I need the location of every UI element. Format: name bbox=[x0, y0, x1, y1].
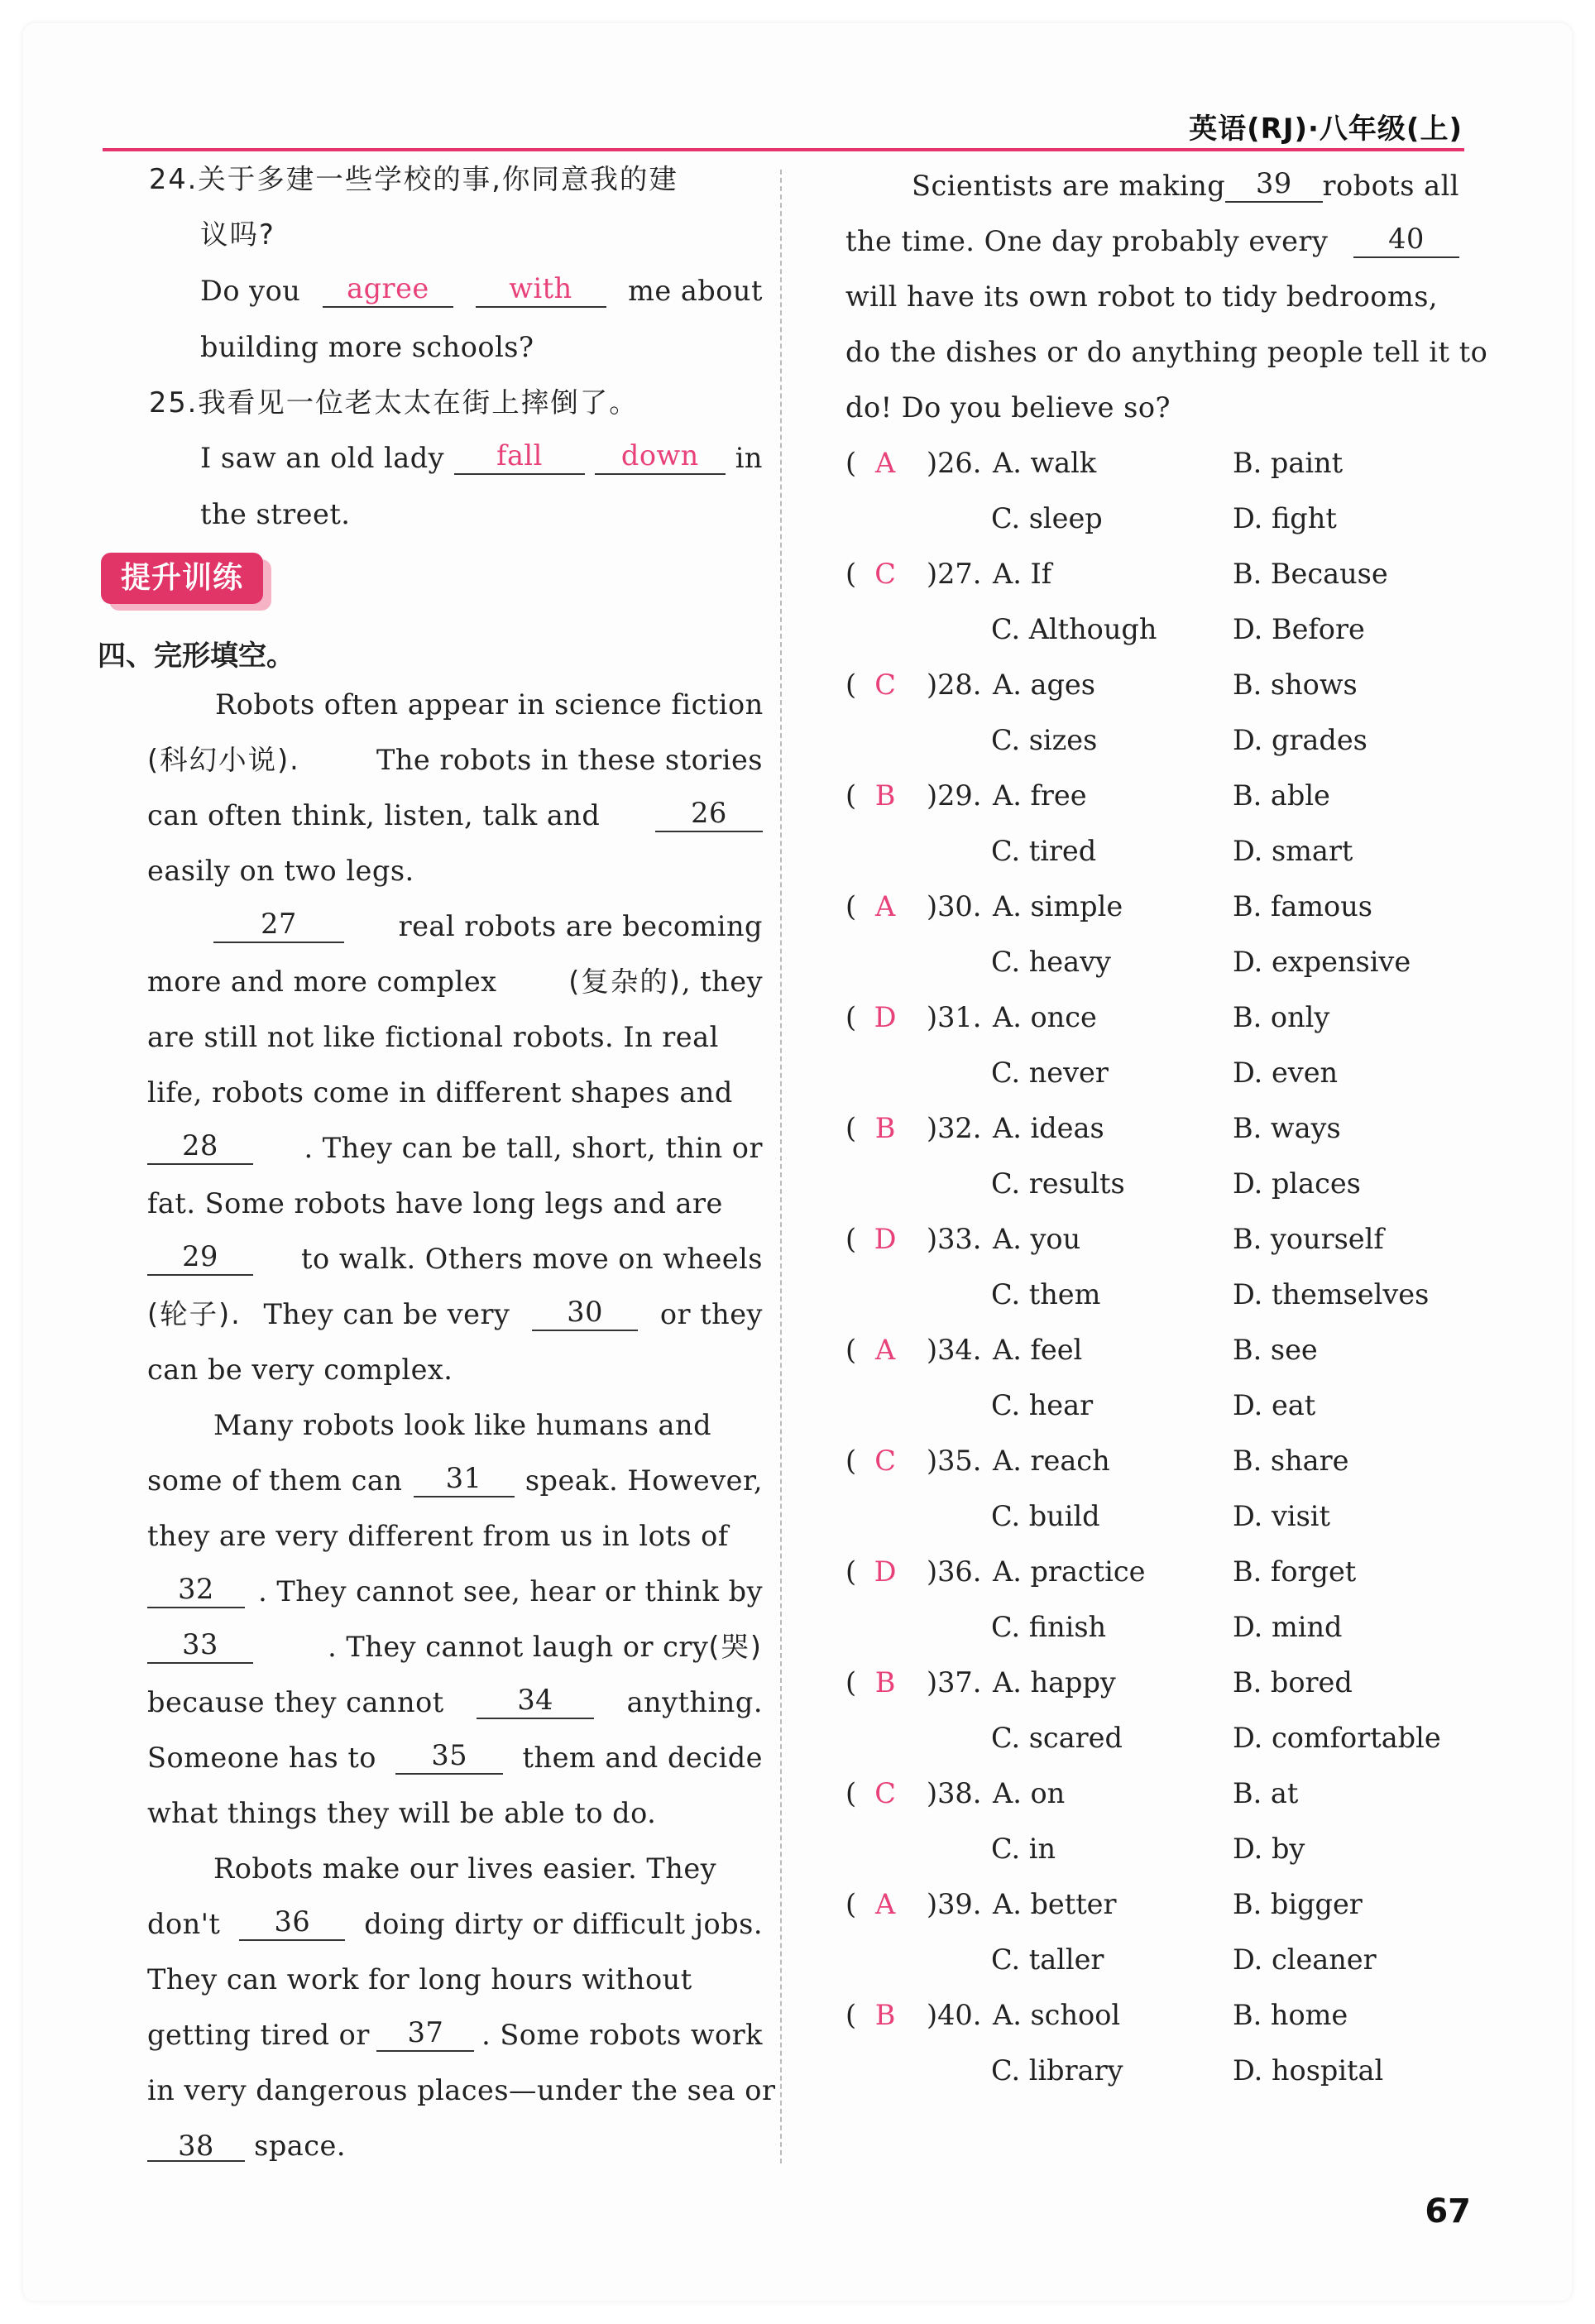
answer-paren bbox=[845, 1555, 927, 1588]
passage-line bbox=[147, 1240, 763, 1276]
q25-en-line2: the street. bbox=[200, 498, 351, 530]
passage-line bbox=[147, 1520, 763, 1553]
passage-line bbox=[147, 1686, 763, 1719]
question-number: )40. bbox=[927, 1999, 982, 2031]
q24-en-line2: building more schools? bbox=[200, 331, 534, 363]
open-paren: ( bbox=[845, 1999, 857, 2031]
option-a: A. happy bbox=[993, 1666, 1116, 1699]
question-number: )36. bbox=[927, 1555, 982, 1588]
blank-37: 37 bbox=[376, 2019, 474, 2052]
passage-line bbox=[147, 2130, 346, 2163]
open-paren: ( bbox=[845, 1888, 857, 1920]
question-row bbox=[845, 1555, 981, 1588]
blank-28: 28 bbox=[147, 1132, 253, 1165]
q24-blank2: with bbox=[476, 275, 606, 308]
option-b: B. yourself bbox=[1233, 1223, 1384, 1255]
q25-en-pre: I saw an old lady bbox=[200, 442, 445, 474]
section-heading: 四、完形填空。 bbox=[98, 640, 295, 673]
option-c: C. taller bbox=[991, 1943, 1104, 1976]
passage-line bbox=[147, 799, 763, 832]
answer-paren bbox=[845, 1445, 927, 1478]
blank-40: 40 bbox=[1353, 225, 1459, 258]
passage-text: can often think, listen, talk and bbox=[147, 799, 601, 831]
passage-line bbox=[213, 1852, 763, 1886]
option-c: C. heavy bbox=[991, 946, 1111, 978]
passage-cn-gloss: (轮子). bbox=[147, 1298, 242, 1330]
question-row bbox=[845, 890, 981, 923]
option-b: B. share bbox=[1233, 1445, 1349, 1477]
answer-letter: C bbox=[874, 1777, 896, 1809]
answer-paren bbox=[845, 1888, 927, 1921]
passage-text: the time. One day probably every bbox=[845, 225, 1329, 257]
answer-letter: C bbox=[874, 668, 896, 701]
answer-letter: B bbox=[874, 779, 896, 812]
option-d: D. mind bbox=[1233, 1611, 1343, 1643]
passage-text: are still not like fictional robots. In real bbox=[147, 1021, 719, 1053]
passage-text: fat. Some robots have long legs and are bbox=[147, 1187, 723, 1220]
passage-line bbox=[845, 225, 1459, 258]
question-row bbox=[845, 1445, 981, 1478]
option-a: A. If bbox=[993, 558, 1052, 590]
option-d: D. by bbox=[1233, 1833, 1305, 1865]
option-b: B. paint bbox=[1233, 447, 1344, 479]
question-number: )38. bbox=[927, 1777, 982, 1809]
answer-paren bbox=[845, 668, 927, 702]
option-d: D. visit bbox=[1233, 1500, 1330, 1532]
passage-line bbox=[147, 744, 763, 777]
passage-line bbox=[912, 167, 1459, 203]
question-number: )31. bbox=[927, 1001, 982, 1033]
question-number: )26. bbox=[927, 447, 982, 479]
option-d: D. cleaner bbox=[1233, 1943, 1377, 1976]
passage-text: anything. bbox=[626, 1686, 763, 1718]
q24-cn-line2: 议吗? bbox=[200, 218, 275, 251]
option-d: D. hospital bbox=[1233, 2054, 1384, 2087]
passage-line bbox=[147, 1021, 763, 1054]
q24-en-line1 bbox=[200, 272, 763, 308]
open-paren: ( bbox=[845, 779, 857, 812]
open-paren: ( bbox=[845, 1666, 857, 1699]
open-paren: ( bbox=[845, 1001, 857, 1033]
passage-text: . They cannot see, hear or think by bbox=[258, 1575, 763, 1608]
answer-letter: A bbox=[874, 1888, 896, 1920]
passage-text: . Some robots work bbox=[481, 2019, 763, 2051]
option-a: A. ideas bbox=[993, 1112, 1104, 1144]
option-b: B. at bbox=[1233, 1777, 1299, 1809]
answer-letter: B bbox=[874, 1112, 896, 1144]
answer-letter: C bbox=[874, 1445, 896, 1477]
blank-35: 35 bbox=[395, 1742, 503, 1775]
blank-32: 32 bbox=[147, 1575, 245, 1608]
option-b: B. able bbox=[1233, 779, 1330, 812]
open-paren: ( bbox=[845, 668, 857, 701]
passage-line: do! Do you believe so? bbox=[845, 391, 1171, 424]
q25-en-post: in bbox=[735, 442, 763, 474]
passage-text: don't bbox=[147, 1908, 221, 1940]
passage-cn-gloss: (科幻小说). bbox=[147, 744, 300, 776]
option-b: B. bored bbox=[1233, 1666, 1353, 1699]
option-b: B. famous bbox=[1233, 890, 1372, 922]
question-row bbox=[845, 558, 981, 591]
passage-text: them and decide bbox=[522, 1742, 763, 1774]
question-row bbox=[845, 1223, 981, 1256]
option-a: A. you bbox=[993, 1223, 1081, 1255]
passage-text: They can work for long hours without bbox=[147, 1963, 692, 1996]
passage-text: . They cannot laugh or cry bbox=[328, 1631, 709, 1663]
option-b: B. forget bbox=[1233, 1555, 1357, 1588]
section-badge: 提升训练 bbox=[101, 553, 263, 604]
answer-paren bbox=[845, 890, 927, 923]
option-d: D. places bbox=[1233, 1167, 1361, 1200]
q24-cn-line1 bbox=[149, 163, 678, 196]
passage-text: getting tired or bbox=[147, 2019, 370, 2051]
passage-text: to walk. Others move on wheels bbox=[301, 1243, 763, 1275]
question-row bbox=[845, 668, 981, 702]
blank-39: 39 bbox=[1225, 170, 1322, 203]
answer-paren bbox=[845, 558, 927, 591]
option-c: C. sizes bbox=[991, 724, 1098, 756]
passage-line bbox=[147, 1187, 763, 1220]
passage-text: more and more complex bbox=[147, 966, 497, 998]
option-c: C. sleep bbox=[991, 502, 1103, 534]
question-number: )35. bbox=[927, 1445, 982, 1477]
blank-30: 30 bbox=[532, 1298, 638, 1331]
option-c: C. never bbox=[991, 1057, 1109, 1089]
answer-paren bbox=[845, 1777, 927, 1810]
open-paren: ( bbox=[845, 1223, 857, 1255]
passage-text: life, robots come in different shapes and bbox=[147, 1076, 733, 1109]
answer-paren bbox=[845, 1112, 927, 1145]
option-a: A. free bbox=[993, 779, 1087, 812]
passage-cn-gloss: (复杂的) bbox=[568, 966, 682, 998]
passage-line bbox=[147, 1739, 763, 1775]
blank-33: 33 bbox=[147, 1631, 253, 1664]
page-number: 67 bbox=[1425, 2192, 1471, 2231]
q25-blank2: down bbox=[595, 442, 726, 475]
option-a: A. ages bbox=[993, 668, 1095, 701]
blank-29: 29 bbox=[147, 1243, 253, 1276]
question-row bbox=[845, 779, 981, 812]
option-c: C. tired bbox=[991, 835, 1097, 867]
answer-letter: B bbox=[874, 1999, 896, 2031]
passage-line bbox=[147, 1076, 763, 1109]
passage-text: Many robots look like humans and bbox=[213, 1409, 712, 1441]
q24-en-post: me about bbox=[628, 275, 763, 307]
blank-34: 34 bbox=[477, 1686, 594, 1719]
passage-line bbox=[147, 1628, 763, 1664]
question-row bbox=[845, 1001, 981, 1034]
q25-en-line1 bbox=[200, 439, 763, 475]
answer-paren bbox=[845, 1999, 927, 2032]
open-paren: ( bbox=[845, 1112, 857, 1144]
passage-line bbox=[147, 1464, 763, 1497]
question-number: )27. bbox=[927, 558, 982, 590]
passage-text: Robots make our lives easier. They bbox=[213, 1852, 717, 1885]
passage-text: in very dangerous places—under the sea or bbox=[147, 2074, 776, 2106]
passage-text: They can be very bbox=[263, 1298, 510, 1330]
option-a: A. simple bbox=[993, 890, 1123, 922]
passage-line bbox=[147, 966, 763, 999]
passage-text: doing dirty or difficult jobs. bbox=[364, 1908, 763, 1940]
option-b: B. home bbox=[1233, 1999, 1348, 2031]
option-d: D. smart bbox=[1233, 835, 1353, 867]
passage-text: or they bbox=[659, 1298, 763, 1330]
passage-text: space. bbox=[254, 2130, 347, 2162]
answer-letter: A bbox=[874, 890, 896, 922]
q24-en-pre: Do you bbox=[200, 275, 301, 307]
passage-line bbox=[147, 1905, 763, 1941]
blank-38: 38 bbox=[147, 2132, 245, 2162]
answer-letter: D bbox=[874, 1223, 897, 1255]
passage-line bbox=[147, 1963, 763, 1996]
q25-cn-text: 我看见一位老太太在街上摔倒了。 bbox=[198, 386, 639, 419]
passage-line bbox=[147, 2074, 776, 2107]
option-b: B. bigger bbox=[1233, 1888, 1363, 1920]
open-paren: ( bbox=[845, 1777, 857, 1809]
answer-paren bbox=[845, 1001, 927, 1034]
answer-letter: A bbox=[874, 447, 896, 479]
option-b: B. see bbox=[1233, 1334, 1318, 1366]
passage-text: speak. However, bbox=[524, 1464, 763, 1497]
passage-line bbox=[213, 910, 763, 943]
question-number: )33. bbox=[927, 1223, 982, 1255]
passage-text: , they bbox=[681, 966, 763, 998]
header-title: 英语(RJ)·八年级(上) bbox=[1189, 113, 1463, 146]
answer-letter: C bbox=[874, 558, 896, 590]
passage-text: they are very different from us in lots of bbox=[147, 1520, 729, 1552]
option-a: A. walk bbox=[993, 447, 1097, 479]
column-divider bbox=[780, 170, 782, 2163]
open-paren: ( bbox=[845, 890, 857, 922]
question-row bbox=[845, 1888, 981, 1921]
passage-text: The robots in these stories bbox=[376, 744, 763, 776]
passage-line bbox=[845, 336, 1488, 369]
question-number: )32. bbox=[927, 1112, 982, 1144]
answer-paren bbox=[845, 1334, 927, 1367]
option-a: A. feel bbox=[993, 1334, 1083, 1366]
passage-line: what things they will be able to do. bbox=[147, 1797, 657, 1829]
passage-line: easily on two legs. bbox=[147, 855, 414, 887]
blank-26: 26 bbox=[655, 799, 763, 832]
answer-letter: D bbox=[874, 1001, 897, 1033]
blank-36: 36 bbox=[239, 1908, 345, 1941]
option-b: B. ways bbox=[1233, 1112, 1341, 1144]
question-number: )28. bbox=[927, 668, 982, 701]
question-number: )29. bbox=[927, 779, 982, 812]
passage-text: because they cannot bbox=[147, 1686, 444, 1718]
q24-cn-text: 关于多建一些学校的事,你同意我的建 bbox=[198, 163, 678, 195]
question-row bbox=[845, 1777, 981, 1810]
answer-paren bbox=[845, 447, 927, 480]
passage-text: Scientists are making bbox=[912, 170, 1226, 202]
passage-text: do the dishes or do anything people tell it to bbox=[845, 336, 1488, 368]
passage-text: . They can be tall, short, thin or bbox=[304, 1132, 763, 1164]
option-c: C. in bbox=[991, 1833, 1056, 1865]
q24-blank1: agree bbox=[323, 275, 453, 308]
option-d: D. expensive bbox=[1233, 946, 1411, 978]
answer-paren bbox=[845, 1666, 927, 1699]
blank-27: 27 bbox=[213, 910, 344, 943]
option-b: B. shows bbox=[1233, 668, 1358, 701]
passage-text: will have its own robot to tidy bedrooms, bbox=[845, 280, 1439, 313]
option-d: D. Before bbox=[1233, 613, 1365, 645]
option-b: B. Because bbox=[1233, 558, 1388, 590]
answer-paren bbox=[845, 1223, 927, 1256]
option-d: D. grades bbox=[1233, 724, 1367, 756]
option-c: C. scared bbox=[991, 1722, 1123, 1754]
passage-text: some of them can bbox=[147, 1464, 403, 1497]
option-a: A. reach bbox=[993, 1445, 1110, 1477]
question-number: )39. bbox=[927, 1888, 982, 1920]
open-paren: ( bbox=[845, 1445, 857, 1477]
passage-line bbox=[215, 688, 763, 721]
option-c: C. results bbox=[991, 1167, 1125, 1200]
passage-text: real robots are becoming bbox=[398, 910, 763, 942]
option-c: C. them bbox=[991, 1278, 1101, 1311]
header-rule bbox=[103, 148, 1464, 151]
question-row bbox=[845, 1999, 981, 2032]
option-a: A. on bbox=[993, 1777, 1066, 1809]
option-d: D. themselves bbox=[1233, 1278, 1430, 1311]
option-c: C. finish bbox=[991, 1611, 1107, 1643]
q24-number: 24. bbox=[149, 163, 199, 195]
passage-text: Someone has to bbox=[147, 1742, 376, 1774]
passage-line bbox=[147, 2016, 763, 2052]
passage-cn-gloss: (哭) bbox=[708, 1631, 763, 1663]
passage-line bbox=[147, 1129, 763, 1165]
question-number: )30. bbox=[927, 890, 982, 922]
option-a: A. once bbox=[993, 1001, 1097, 1033]
passage-text: robots all bbox=[1322, 170, 1459, 202]
question-number: )37. bbox=[927, 1666, 982, 1699]
q25-number: 25. bbox=[149, 386, 199, 419]
option-c: C. hear bbox=[991, 1389, 1094, 1421]
answer-letter: A bbox=[874, 1334, 896, 1366]
option-b: B. only bbox=[1233, 1001, 1330, 1033]
option-a: A. school bbox=[993, 1999, 1121, 2031]
option-d: D. even bbox=[1233, 1057, 1339, 1089]
passage-line bbox=[147, 1298, 763, 1331]
q25-cn-line bbox=[149, 386, 639, 419]
option-c: C. library bbox=[991, 2054, 1123, 2087]
answer-letter: B bbox=[874, 1666, 896, 1699]
option-d: D. eat bbox=[1233, 1389, 1316, 1421]
passage-line bbox=[147, 1575, 763, 1608]
open-paren: ( bbox=[845, 1555, 857, 1588]
option-c: C. build bbox=[991, 1500, 1100, 1532]
blank-31: 31 bbox=[414, 1464, 515, 1497]
open-paren: ( bbox=[845, 1334, 857, 1366]
answer-paren bbox=[845, 779, 927, 812]
option-c: C. Although bbox=[991, 613, 1157, 645]
open-paren: ( bbox=[845, 558, 857, 590]
option-d: D. fight bbox=[1233, 502, 1337, 534]
option-a: A. better bbox=[993, 1888, 1117, 1920]
open-paren: ( bbox=[845, 447, 857, 479]
passage-text: Robots often appear in science fiction bbox=[215, 688, 764, 721]
question-number: )34. bbox=[927, 1334, 982, 1366]
passage-line: can be very complex. bbox=[147, 1354, 453, 1386]
question-row bbox=[845, 1112, 981, 1145]
option-d: D. comfortable bbox=[1233, 1722, 1441, 1754]
passage-line bbox=[213, 1409, 763, 1442]
question-row bbox=[845, 447, 981, 480]
q25-blank1: fall bbox=[454, 442, 585, 475]
passage-line bbox=[845, 280, 1459, 314]
answer-letter: D bbox=[874, 1555, 897, 1588]
question-row bbox=[845, 1666, 981, 1699]
option-a: A. practice bbox=[993, 1555, 1146, 1588]
question-row bbox=[845, 1334, 981, 1367]
